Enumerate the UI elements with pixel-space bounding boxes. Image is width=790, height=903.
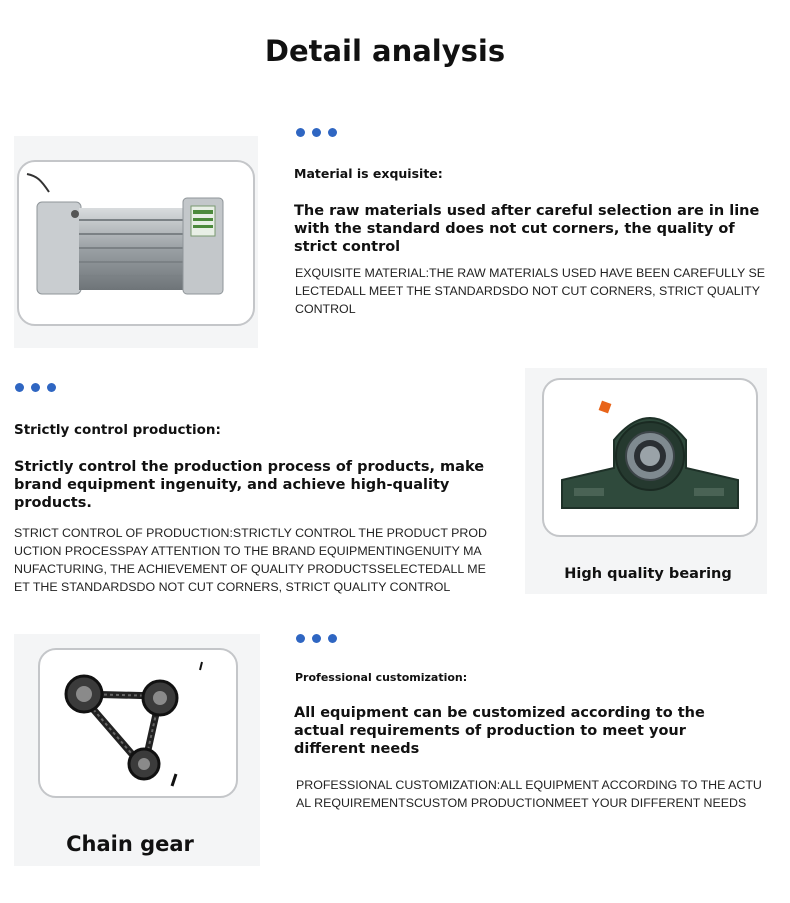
chain-gear-image-panel bbox=[14, 634, 260, 866]
dot-icon bbox=[312, 634, 321, 643]
bearing-image-frame bbox=[542, 378, 758, 537]
bearing-caption: High quality bearing bbox=[564, 566, 732, 582]
section-1-heading: The raw materials used after careful selection are in line with the standard does not cut corners, the quality of strict control bbox=[294, 203, 760, 255]
dot-icon bbox=[15, 383, 24, 392]
section-3-dots bbox=[296, 634, 337, 643]
section-1-dots bbox=[296, 128, 337, 137]
bearing-icon bbox=[544, 380, 756, 535]
bearing-image-panel bbox=[525, 368, 767, 594]
section-3-heading: All equipment can be customized according to the actual requirements of production to meet your different needs bbox=[294, 705, 705, 757]
dot-icon bbox=[47, 383, 56, 392]
dot-icon bbox=[296, 128, 305, 137]
section-2-label: Strictly control production: bbox=[14, 422, 221, 438]
dot-icon bbox=[312, 128, 321, 137]
motor-image-panel bbox=[14, 136, 258, 348]
dot-icon bbox=[328, 634, 337, 643]
section-2-heading: Strictly control the production process of products, make brand equipment ingenuity, and achieve high-quality products. bbox=[14, 459, 485, 511]
chain-gear-image-frame bbox=[38, 648, 238, 798]
section-1-description: EXQUISITE MATERIAL:THE RAW MATERIALS USED HAVE BEEN CAREFULLY SELECTEDALL MEET THE STANDARDSDO NOT CUT CORNERS, STRICT QUALITY CONTROL bbox=[295, 266, 766, 316]
dot-icon bbox=[296, 634, 305, 643]
motor-icon bbox=[19, 162, 253, 324]
section-1-label: Material is exquisite: bbox=[294, 166, 443, 181]
section-3-description: PROFESSIONAL CUSTOMIZATION:ALL EQUIPMENT ACCORDING TO THE ACTUAL REQUIREMENTSCUSTOM PRODUCTIONMEET YOUR DIFFERENT NEEDS bbox=[296, 778, 762, 810]
section-2-dots bbox=[15, 383, 56, 392]
section-2-description: STRICT CONTROL OF PRODUCTION:STRICTLY CONTROL THE PRODUCT PRODUCTION PROCESSPAY ATTENTION TO THE BRAND EQUIPMENTINGENUITY MANUFACTURING, THE ACHIEVEMENT OF QUALITY PRODUCTSSELECTEDALL MEET THE STANDARDSDO NOT CUT CORNERS, STRICT QUALITY CONTROL bbox=[14, 526, 487, 594]
dot-icon bbox=[31, 383, 40, 392]
page-title: Detail analysis bbox=[264, 34, 506, 68]
motor-image-frame bbox=[17, 160, 255, 326]
dot-icon bbox=[328, 128, 337, 137]
section-3-label: Professional customization: bbox=[295, 671, 468, 684]
chain-gear-caption: Chain gear bbox=[66, 832, 194, 856]
chain-gear-icon bbox=[40, 650, 236, 796]
